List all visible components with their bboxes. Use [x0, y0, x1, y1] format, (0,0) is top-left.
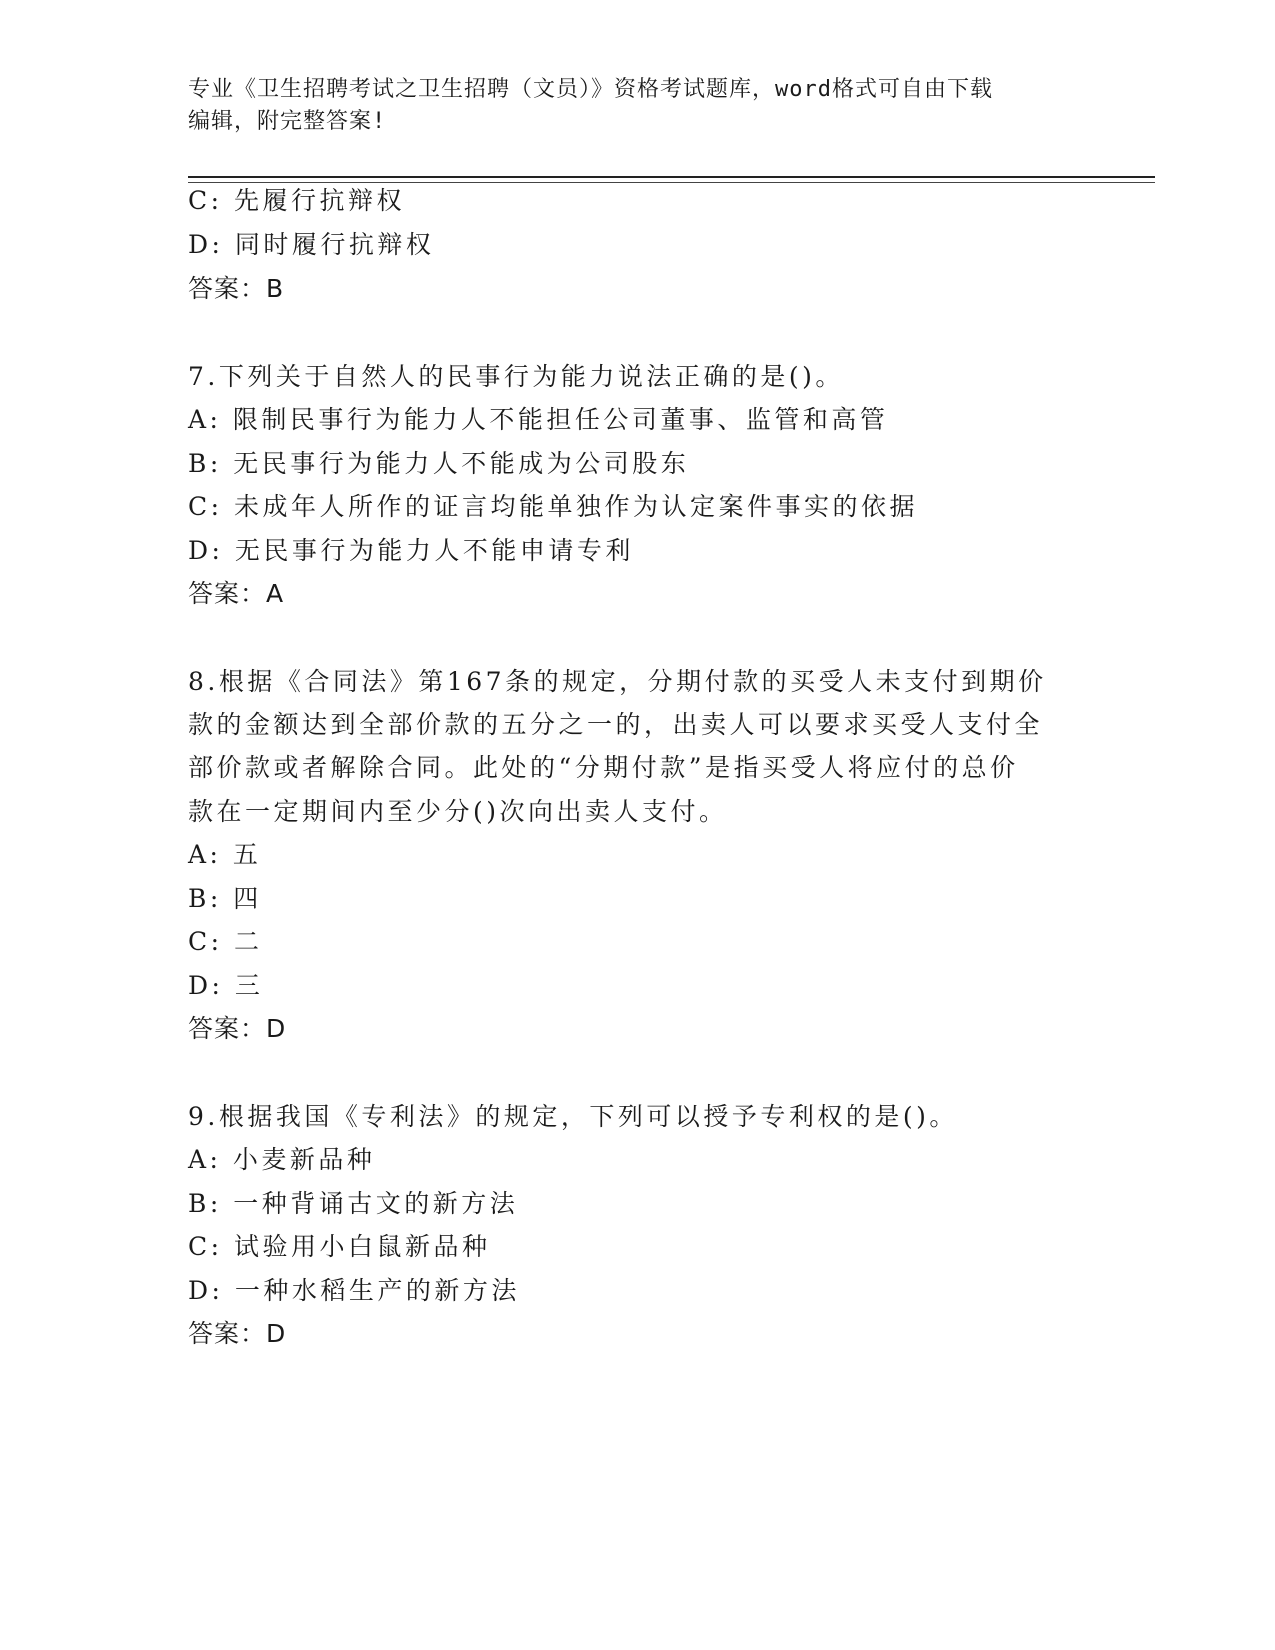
page-header	[188, 74, 1088, 138]
q6-answer: 答案：B	[188, 274, 285, 303]
header-divider-thick	[188, 176, 1155, 178]
q7-option-a: A: 限制民事行为能力人不能担任公司董事、监管和高管	[188, 405, 889, 434]
q8-stem-line-4: 款在一定期间内至少分()次向出卖人支付。	[188, 797, 728, 826]
q8-option-b: B: 四	[188, 884, 262, 913]
q9-option-a: A: 小麦新品种	[188, 1145, 376, 1174]
q9-answer: 答案：D	[188, 1319, 287, 1348]
q9-option-d: D: 一种水稻生产的新方法	[188, 1276, 520, 1305]
q7-option-c: C: 未成年人所作的证言均能单独作为认定案件事实的依据	[188, 492, 919, 521]
q8-option-d: D: 三	[188, 971, 264, 1000]
q9-stem: 9.根据我国《专利法》的规定，下列可以授予专利权的是()。	[188, 1102, 958, 1131]
header-line-1: 专业《卫生招聘考试之卫生招聘（文员）》资格考试题库，word格式可自由下载	[188, 77, 993, 102]
q8-stem-line-2: 款的金额达到全部价款的五分之一的，出卖人可以要求买受人支付全	[188, 710, 1044, 739]
q7-stem: 7.下列关于自然人的民事行为能力说法正确的是()。	[188, 362, 844, 391]
q6-option-c: C: 先履行抗辩权	[188, 186, 405, 215]
q8-option-c: C: 二	[188, 927, 263, 956]
q7-option-d: D: 无民事行为能力人不能申请专利	[188, 536, 634, 565]
q8-stem-line-1: 8.根据《合同法》第167条的规定，分期付款的买受人未支付到期价	[188, 667, 1047, 696]
q6-option-d: D: 同时履行抗辩权	[188, 230, 435, 259]
header-divider-thin	[188, 182, 1155, 183]
q7-option-b: B: 无民事行为能力人不能成为公司股东	[188, 449, 690, 478]
q7-answer: 答案：A	[188, 579, 285, 608]
header-line-2: 编辑，附完整答案!	[188, 109, 387, 134]
q9-option-c: C: 试验用小白鼠新品种	[188, 1232, 491, 1261]
q9-option-b: B: 一种背诵古文的新方法	[188, 1189, 519, 1218]
q8-stem-line-3: 部价款或者解除合同。此处的“分期付款”是指买受人将应付的总价	[188, 753, 1019, 782]
q8-option-a: A: 五	[188, 840, 262, 869]
q8-answer: 答案：D	[188, 1014, 287, 1043]
